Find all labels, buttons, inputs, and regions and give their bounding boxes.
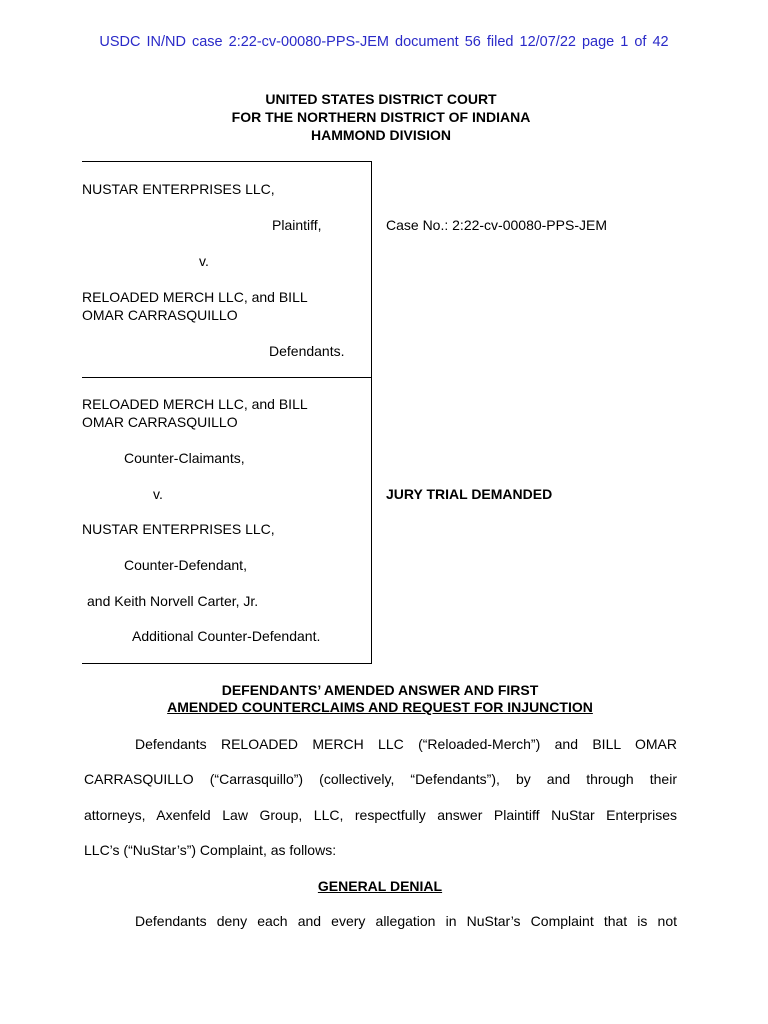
defendants-role: Defendants.	[269, 343, 345, 359]
para1-line3: attorneys, Axenfeld Law Group, LLC, respectfully answer Plaintiff NuStar Enterprises	[84, 807, 677, 823]
additional-counter-defendant-name: and Keith Norvell Carter, Jr.	[87, 593, 259, 609]
court-name: UNITED STATES DISTRICT COURT	[265, 91, 497, 107]
counter-claimants-name-line2: OMAR CARRASQUILLO	[82, 414, 238, 430]
caption-middle-rule	[82, 377, 372, 378]
caption-bottom-rule	[82, 663, 372, 664]
counter-defendant-name: NUSTAR ENTERPRISES LLC,	[82, 521, 275, 537]
counter-claimants-name-line1: RELOADED MERCH LLC, and BILL	[82, 396, 308, 412]
caption-top-rule	[82, 161, 372, 162]
plaintiff-name: NUSTAR ENTERPRISES LLC,	[82, 181, 275, 197]
versus-2: v.	[153, 486, 163, 502]
caption-vertical-rule	[371, 161, 372, 663]
para1-line2: CARRASQUILLO (“Carrasquillo”) (collectively, “Defendants”), by and through their	[84, 771, 677, 787]
document-title-line2-text: AMENDED COUNTERCLAIMS AND REQUEST FOR INJUNCTION	[167, 699, 593, 715]
jury-demand: JURY TRIAL DEMANDED	[386, 486, 553, 502]
counter-defendant-role: Counter-Defendant,	[124, 557, 247, 573]
court-division: HAMMOND DIVISION	[311, 127, 451, 143]
defendants-name-line1: RELOADED MERCH LLC, and BILL	[82, 289, 308, 305]
para1-line1: Defendants RELOADED MERCH LLC (“Reloaded-Merch”) and BILL OMAR	[135, 736, 677, 752]
para2-line1: Defendants deny each and every allegation in NuStar’s Complaint that is not	[135, 913, 677, 929]
plaintiff-role: Plaintiff,	[272, 217, 322, 233]
document-title-line2	[0, 699, 760, 715]
para1-line4: LLC’s (“NuStar’s”) Complaint, as follows:	[84, 842, 337, 858]
counter-claimants-role: Counter-Claimants,	[124, 450, 245, 466]
versus-1: v.	[199, 253, 209, 269]
additional-counter-defendant-role: Additional Counter-Defendant.	[132, 628, 321, 644]
case-number: Case No.: 2:22-cv-00080-PPS-JEM	[386, 217, 607, 233]
court-district: FOR THE NORTHERN DISTRICT OF INDIANA	[231, 109, 531, 125]
document-title-line1: DEFENDANTS’ AMENDED ANSWER AND FIRST	[221, 682, 539, 698]
defendants-name-line2: OMAR CARRASQUILLO	[82, 307, 238, 323]
section-heading	[0, 878, 760, 894]
section-heading-text: GENERAL DENIAL	[317, 878, 443, 894]
filing-stamp: USDC IN/ND case 2:22-cv-00080-PPS-JEM document 56 filed 12/07/22 page 1 of 42	[99, 34, 669, 50]
